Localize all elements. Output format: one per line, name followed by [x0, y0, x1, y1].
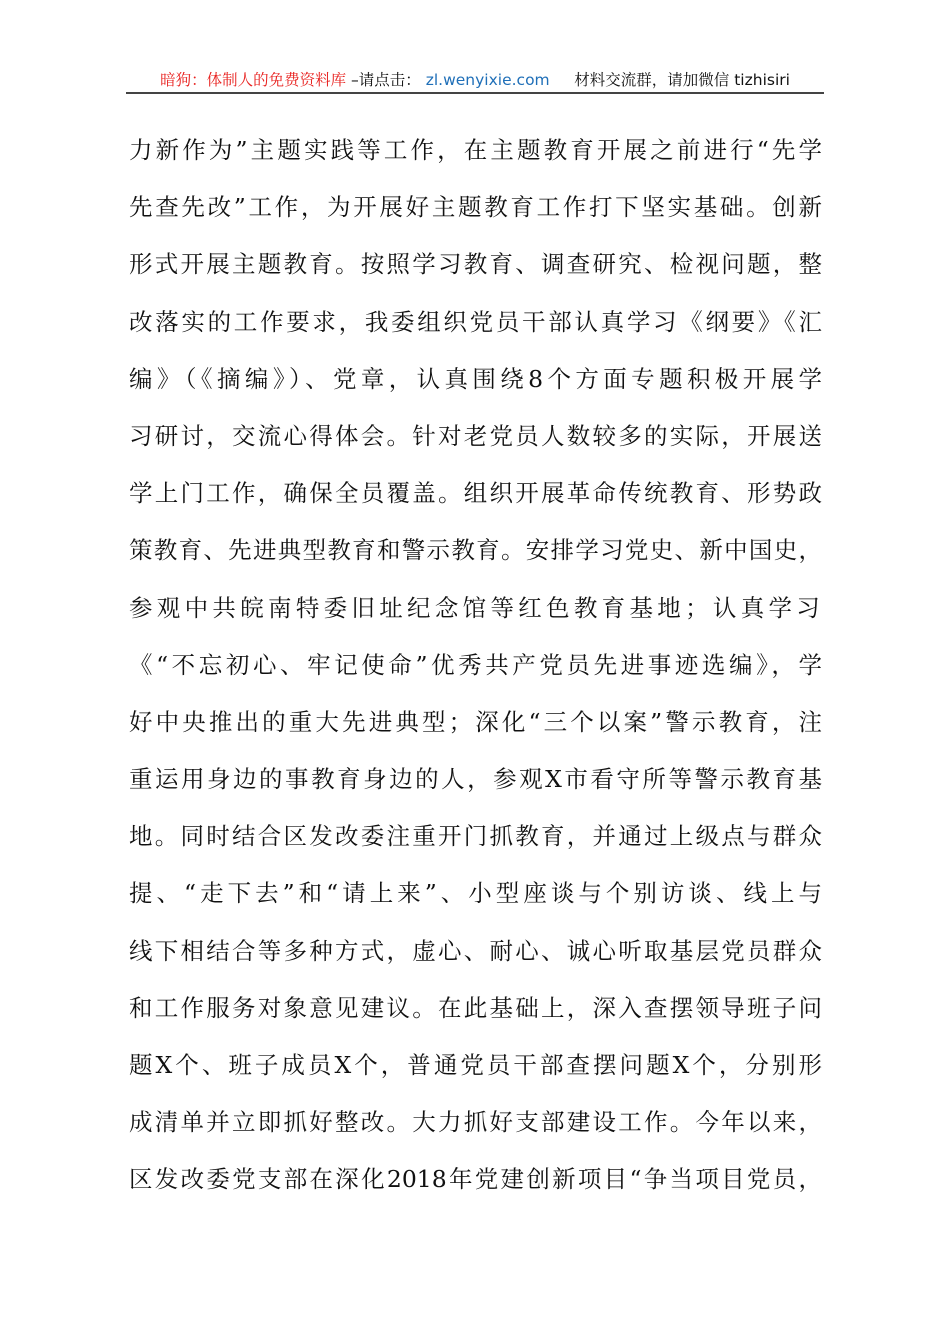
header-site-name: 暗狗：体制人的免费资料库 — [160, 71, 347, 89]
paragraph-line: 《“不忘初心、牢记使命”优秀共产党员先进事迹选编》，学 — [129, 650, 822, 679]
paragraph-line: 策教育、先进典型教育和警示教育。安排学习党史、新中国史， — [129, 536, 822, 565]
paragraph-line: 区发改委党支部在深化2018年党建创新项目“争当项目党员， — [129, 1165, 822, 1194]
paragraph-line: 参观中共皖南特委旧址纪念馆等红色教育基地；认真学习 — [129, 593, 822, 622]
paragraph-line: 线下相结合等多种方式，虚心、耐心、诚心听取基层党员群众 — [129, 936, 822, 965]
paragraph-line: 好中央推出的重大先进典型；深化“三个以案”警示教育，注 — [129, 707, 822, 736]
paragraph-line: 编》（《摘编》）、党章，认真围绕8个方面专题积极开展学 — [129, 364, 822, 393]
header-divider — [126, 92, 824, 94]
paragraph-line: 先查先改”工作，为开展好主题教育工作打下坚实基础。创新 — [129, 193, 822, 222]
paragraph-line: 改落实的工作要求，我委组织党员干部认真学习《纲要》《汇 — [129, 307, 822, 336]
paragraph-line: 重运用身边的事教育身边的人，参观X市看守所等警示教育基 — [129, 765, 822, 794]
paragraph-line: 题X个、班子成员X个，普通党员干部查摆问题X个，分别形 — [129, 1051, 822, 1079]
paragraph-line: 和工作服务对象意见建议。在此基础上，深入查摆领导班子问 — [129, 993, 822, 1022]
paragraph-line: 力新作为”主题实践等工作，在主题教育开展之前进行“先学 — [129, 136, 822, 164]
header-click-prompt: –请点击： — [351, 71, 421, 89]
paragraph-line: 习研讨，交流心得体会。针对老党员人数较多的实际，开展送 — [129, 421, 822, 450]
header-group-text: 材料交流群，请加微信 tizhisiri — [574, 71, 790, 89]
paragraph-line: 学上门工作，确保全员覆盖。组织开展革命传统教育、形势政 — [129, 479, 822, 508]
page-header — [128, 68, 822, 90]
paragraph-line: 地。同时结合区发改委注重开门抓教育，并通过上级点与群众 — [129, 822, 822, 851]
document-body — [129, 132, 822, 1219]
paragraph-line: 成清单并立即抓好整改。大力抓好支部建设工作。今年以来， — [129, 1108, 822, 1137]
header-url-link[interactable]: zl.wenyixie.com — [425, 71, 550, 89]
paragraph-line: 形式开展主题教育。按照学习教育、调查研究、检视问题，整 — [129, 250, 822, 279]
paragraph-line: 提、“走下去”和“请上来”、小型座谈与个别访谈、线上与 — [129, 879, 822, 908]
